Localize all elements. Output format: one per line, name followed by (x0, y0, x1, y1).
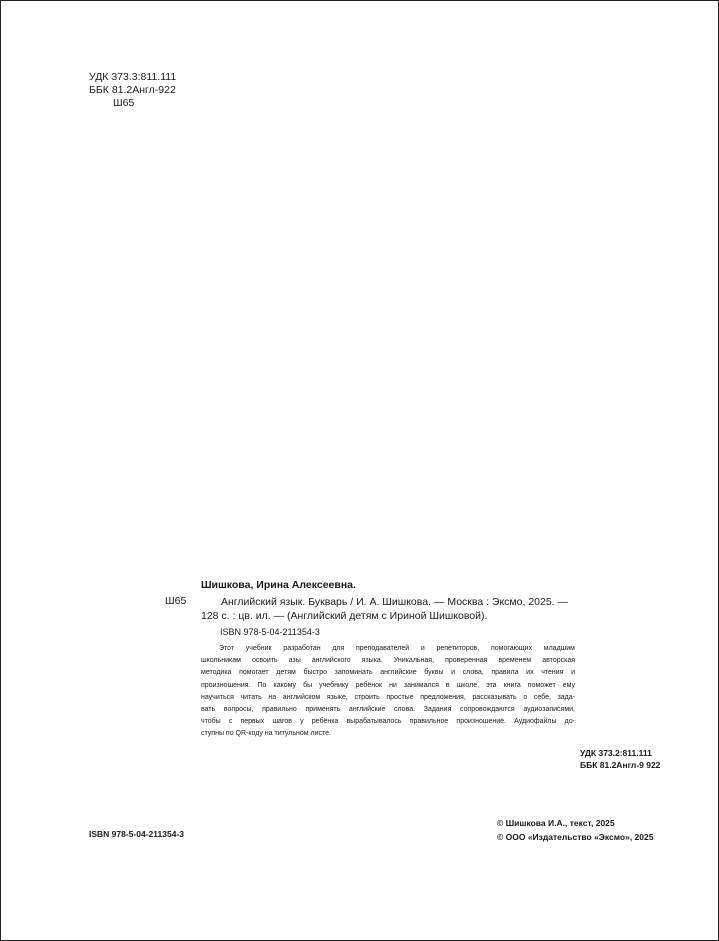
annotation-line: произношения. По какому бы учебнику ребёнок ни занимался в школе, эта книга поможет ему (201, 681, 575, 689)
annotation-line: чтобы с первых шагов у ребёнка вырабатывалось правильное произношение. Аудиофайлы до- (201, 718, 575, 726)
annotation-line: вать вопросы, правильно применять английские слова. Задания сопровождаются аудиозаписями, (201, 706, 575, 714)
author-code: Ш65 (113, 97, 135, 109)
annotation-line: научиться читать на английском языке, строить простые предложения, рассказывать о себе, зада- (201, 693, 575, 701)
copyright-block (497, 816, 653, 844)
catalog-author-code: Ш65 (165, 595, 187, 607)
catalog-codes (580, 747, 660, 771)
copyright-publisher: © ООО «Издательство «Эксмо», 2025 (497, 832, 654, 842)
footer-isbn: ISBN 978-5-04-211354-3 (89, 829, 184, 839)
udk-code: УДК 373.3:811.111 (89, 71, 177, 83)
catalog-author: Шишкова, Ирина Алексеевна. (201, 579, 356, 591)
catalog-bbk: ББК 81.2Англ-9 922 (580, 760, 661, 770)
annotation-line: школьникам освоить азы английского языка. Уникальная, проверенная временем авторская (201, 657, 575, 665)
annotation-line: ступны по QR-коду на титульном листе. (201, 730, 331, 738)
annotation-line: методика помогает детям быстро запоминать английские буквы и слова, правила их чтения и (201, 669, 575, 677)
annotation-line: Этот учебник разработан для преподавателей и репетиторов, помогающих младшим (219, 645, 575, 652)
bib-line: 128 с. : цв. ил. — (Английский детям с Ириной Шишковой). (201, 610, 488, 622)
annotation (201, 643, 575, 741)
bibliographic-description (201, 595, 581, 623)
copyright-text: © Шишкова И.А., текст, 2025 (497, 818, 615, 828)
bib-line: Английский язык. Букварь / И. А. Шишкова. — Москва : Эксмо, 2025. — (221, 596, 569, 608)
classification-codes (89, 71, 176, 110)
catalog-udk: УДК 373.2:811.111 (580, 748, 652, 758)
catalog-isbn: ISBN 978-5-04-211354-3 (220, 627, 320, 637)
bbk-code: ББК 81.2Англ-922 (89, 84, 176, 96)
